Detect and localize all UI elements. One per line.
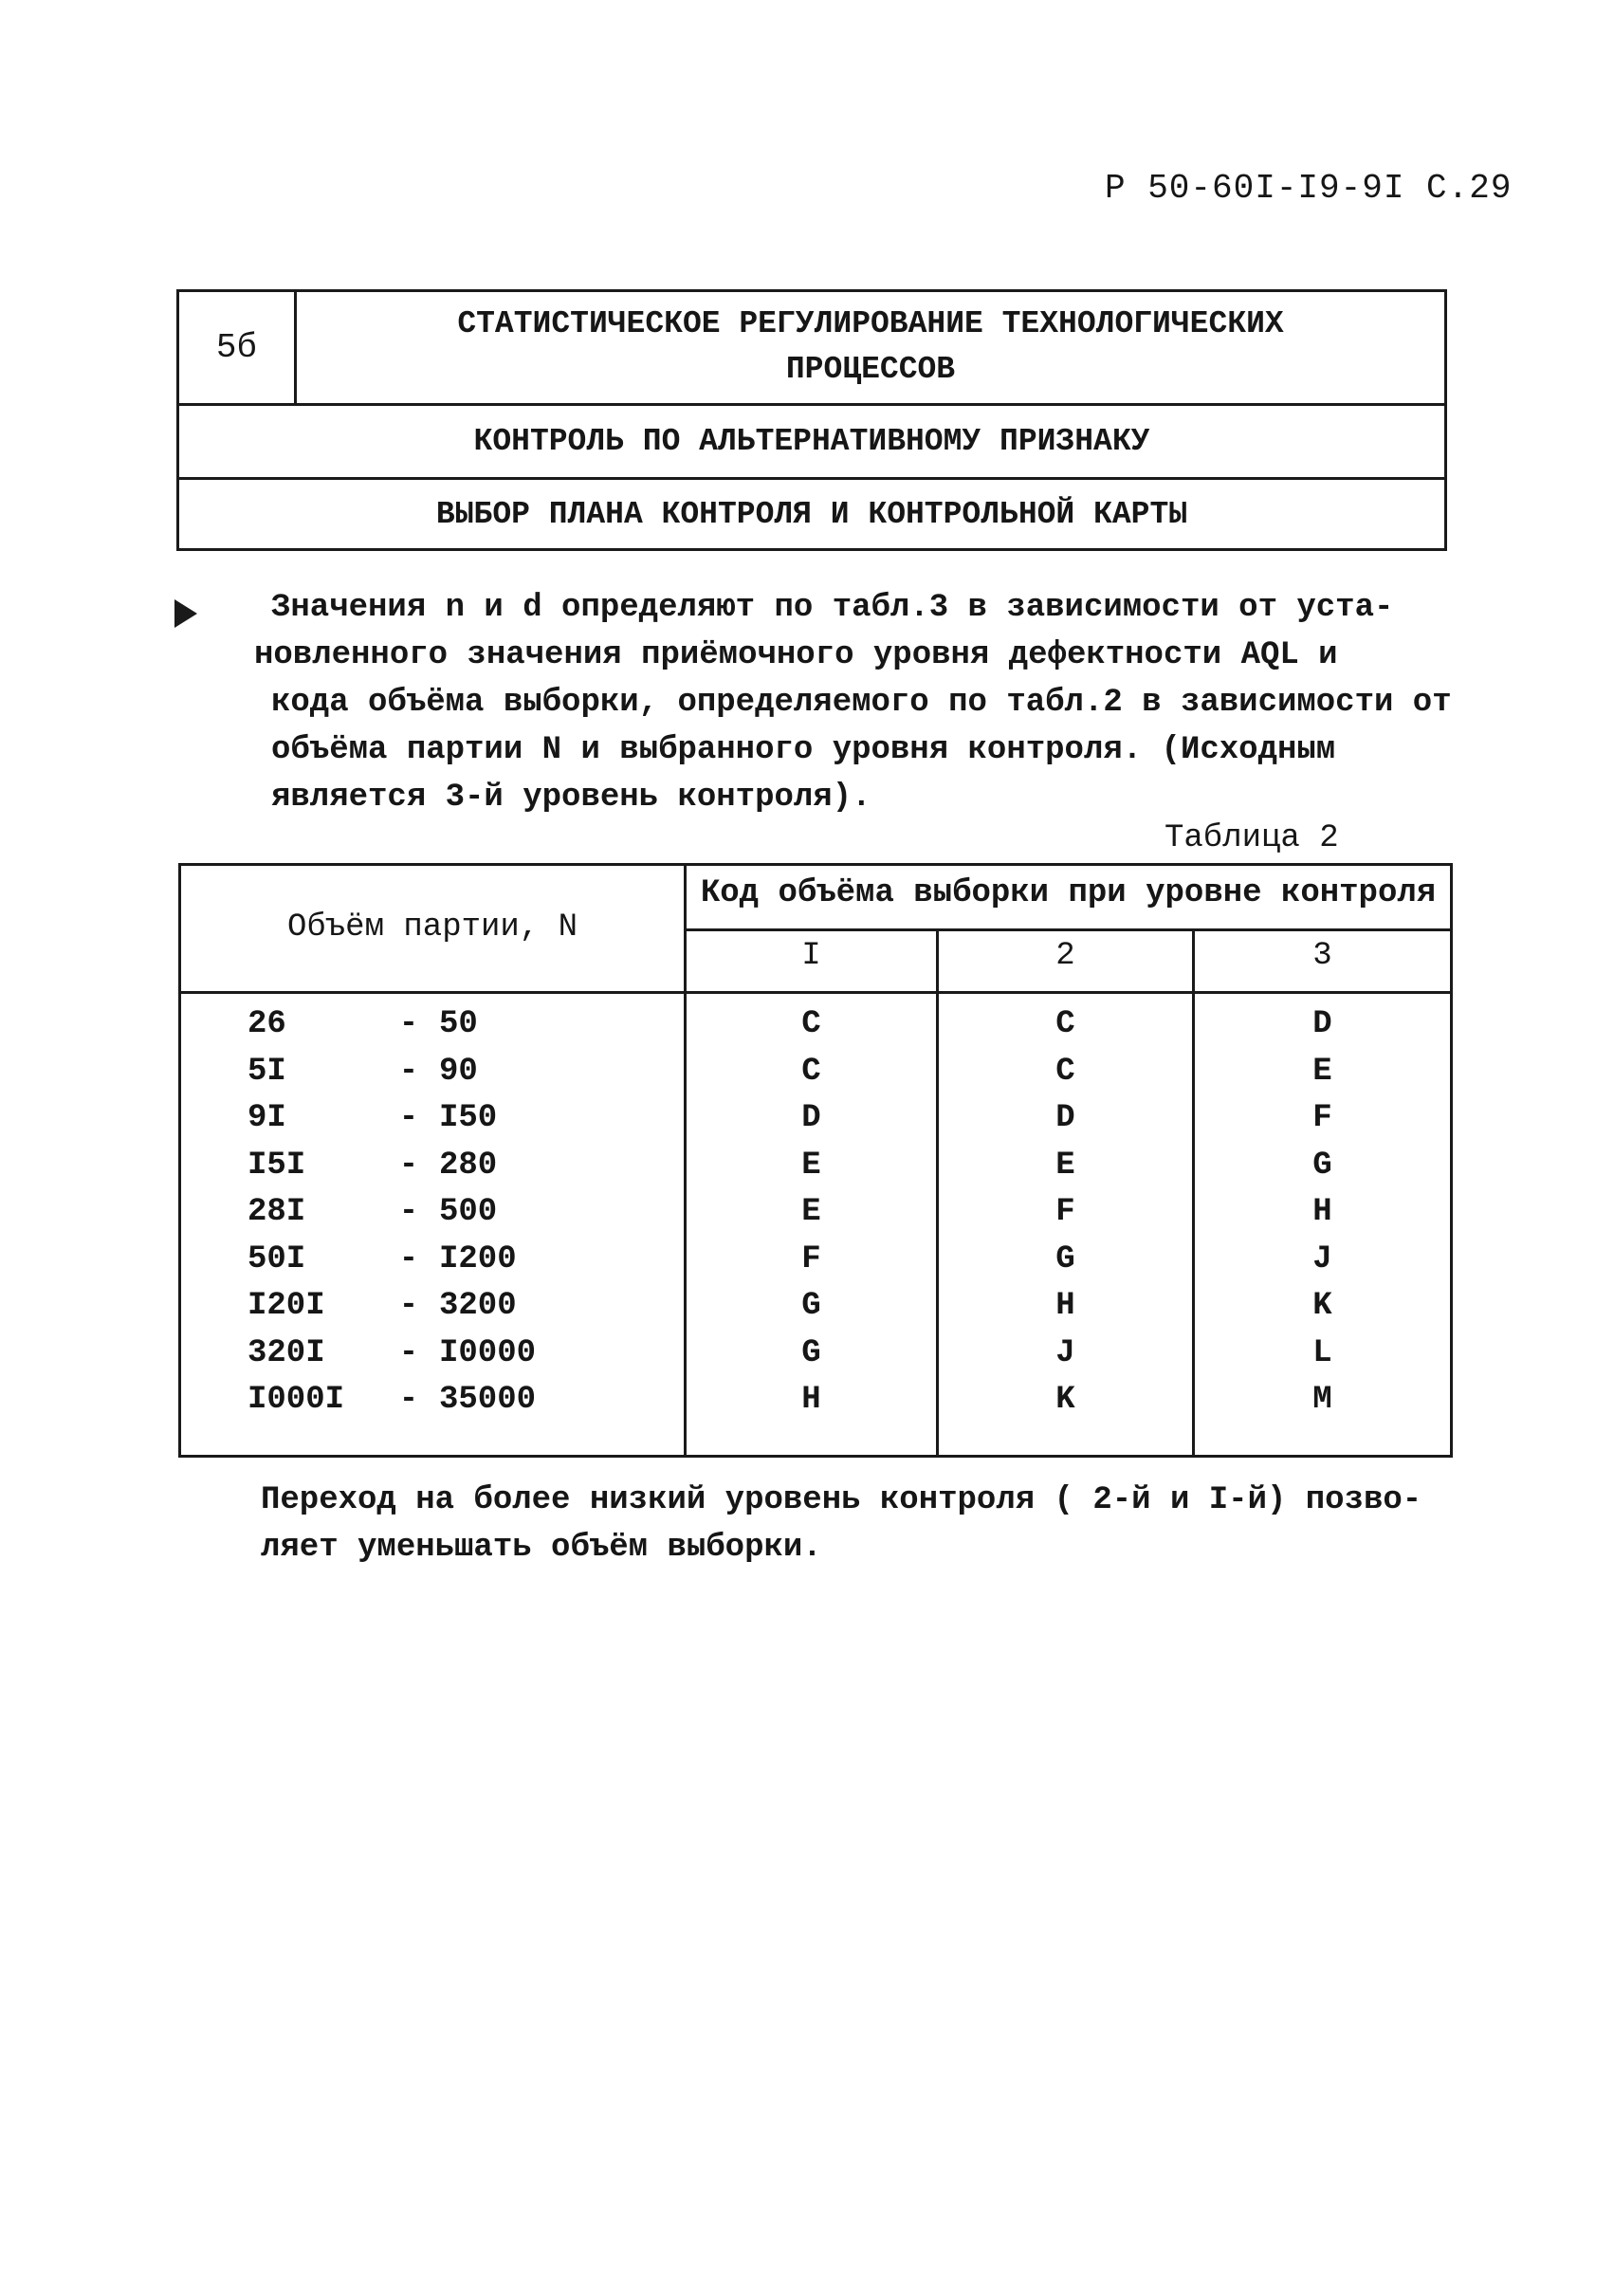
table-row	[181, 1194, 1450, 1240]
lot-size-from: 9I	[248, 1100, 286, 1136]
lot-size-to: 35000	[439, 1382, 537, 1418]
code-level-3: K	[1312, 1288, 1332, 1324]
lot-size-to: I200	[439, 1240, 517, 1277]
intro-line-4: объёма партии N и выбранного уровня контроля. (Исходным	[271, 732, 1336, 768]
code-level-2: G	[1055, 1240, 1075, 1277]
code-level-2: C	[1055, 1053, 1075, 1090]
level-header-3: 3	[1312, 938, 1332, 974]
code-level-3: J	[1312, 1240, 1332, 1277]
code-level-3: L	[1312, 1334, 1332, 1371]
table-row	[181, 1335, 1450, 1382]
code-level-1: D	[801, 1100, 821, 1136]
code-level-3: E	[1312, 1053, 1332, 1090]
note-line-1: Переход на более низкий уровень контроля ( 2-й и I-й) позво-	[261, 1482, 1422, 1518]
code-level-1: G	[801, 1288, 821, 1324]
lot-size-from: I5I	[248, 1147, 306, 1184]
lot-size-to: 50	[439, 1006, 478, 1042]
code-level-1: C	[801, 1006, 821, 1042]
intro-line-2: новленного значения приёмочного уровня дефектности AQL и	[254, 637, 1338, 673]
table-row	[181, 1148, 1450, 1194]
section-header-box	[176, 289, 1447, 551]
range-dash: -	[398, 1100, 419, 1136]
section-number: 5б	[179, 292, 297, 403]
lot-size-from: I20I	[248, 1288, 325, 1324]
note-line-2: ляет уменьшать объём выборки.	[261, 1530, 822, 1566]
section-subtitle: КОНТРОЛЬ ПО АЛЬТЕРНАТИВНОМУ ПРИЗНАКУ	[179, 406, 1444, 480]
bullet-arrow-icon	[174, 599, 197, 628]
subsection-title: ВЫБОР ПЛАНА КОНТРОЛЯ И КОНТРОЛЬНОЙ КАРТЫ	[435, 496, 1188, 532]
lot-size-from: 28I	[248, 1194, 306, 1230]
page-reference: Р 50-60I-I9-9I С.29	[1105, 169, 1513, 208]
range-dash: -	[398, 1382, 419, 1418]
lot-size-from: 5I	[248, 1053, 286, 1090]
table-row	[181, 1100, 1450, 1147]
intro-line-1: Значения n и d определяют по табл.3 в зависимости от уста-	[271, 590, 1394, 626]
code-level-1: E	[801, 1194, 821, 1230]
code-level-3: M	[1312, 1382, 1332, 1418]
lot-size-from: I000I	[248, 1382, 345, 1418]
code-level-1: E	[801, 1147, 821, 1184]
code-level-2: E	[1055, 1147, 1075, 1184]
table-row	[181, 1006, 1450, 1053]
range-dash: -	[398, 1053, 419, 1090]
section-title-line-1: СТАТИСТИЧЕСКОЕ РЕГУЛИРОВАНИЕ ТЕХНОЛОГИЧЕСКИХ	[457, 306, 1284, 341]
lot-size-to: 90	[439, 1053, 478, 1090]
code-level-2: H	[1055, 1288, 1075, 1324]
code-level-3: D	[1312, 1006, 1332, 1042]
lot-size-to: 3200	[439, 1288, 517, 1324]
range-dash: -	[398, 1288, 419, 1324]
code-level-1: F	[801, 1240, 821, 1277]
code-level-3: F	[1312, 1100, 1332, 1136]
code-level-1: G	[801, 1334, 821, 1371]
table-row	[181, 1241, 1450, 1288]
range-dash: -	[398, 1240, 419, 1277]
lot-size-from: 26	[248, 1006, 286, 1042]
table-rule-header	[181, 991, 1450, 994]
column-header-sample-code: Код объёма выборки при уровне контроля	[700, 875, 1437, 911]
lot-size-code-table	[178, 863, 1453, 1458]
range-dash: -	[398, 1194, 419, 1230]
code-level-2: J	[1055, 1334, 1075, 1371]
intro-line-3: кода объёма выборки, определяемого по табл.2 в зависимости от	[271, 685, 1452, 721]
range-dash: -	[398, 1334, 419, 1371]
range-dash: -	[398, 1147, 419, 1184]
lot-size-from: 320I	[248, 1334, 325, 1371]
code-level-1: C	[801, 1053, 821, 1090]
code-level-2: F	[1055, 1194, 1075, 1230]
column-header-lot-size: Объём партии, N	[286, 909, 578, 946]
code-level-2: D	[1055, 1100, 1075, 1136]
table-caption: Таблица 2	[1165, 820, 1339, 856]
level-header-2: 2	[1055, 938, 1075, 974]
lot-size-from: 50I	[248, 1240, 306, 1277]
table-row	[181, 1054, 1450, 1100]
range-dash: -	[398, 1006, 419, 1042]
code-level-2: C	[1055, 1006, 1075, 1042]
code-level-1: H	[801, 1382, 821, 1418]
code-level-2: K	[1055, 1382, 1075, 1418]
level-header-1: I	[801, 938, 821, 974]
code-level-3: H	[1312, 1194, 1332, 1230]
lot-size-to: 280	[439, 1147, 498, 1184]
table-row	[181, 1288, 1450, 1334]
lot-size-to: I0000	[439, 1334, 537, 1371]
table-rule-subheader	[684, 928, 1450, 931]
table-row	[181, 1382, 1450, 1428]
intro-line-5: является 3-й уровень контроля).	[271, 780, 871, 816]
section-title-line-2: ПРОЦЕССОВ	[785, 352, 956, 387]
lot-size-to: 500	[439, 1194, 498, 1230]
section-title	[297, 302, 1444, 393]
lot-size-to: I50	[439, 1100, 498, 1136]
code-level-3: G	[1312, 1147, 1332, 1184]
